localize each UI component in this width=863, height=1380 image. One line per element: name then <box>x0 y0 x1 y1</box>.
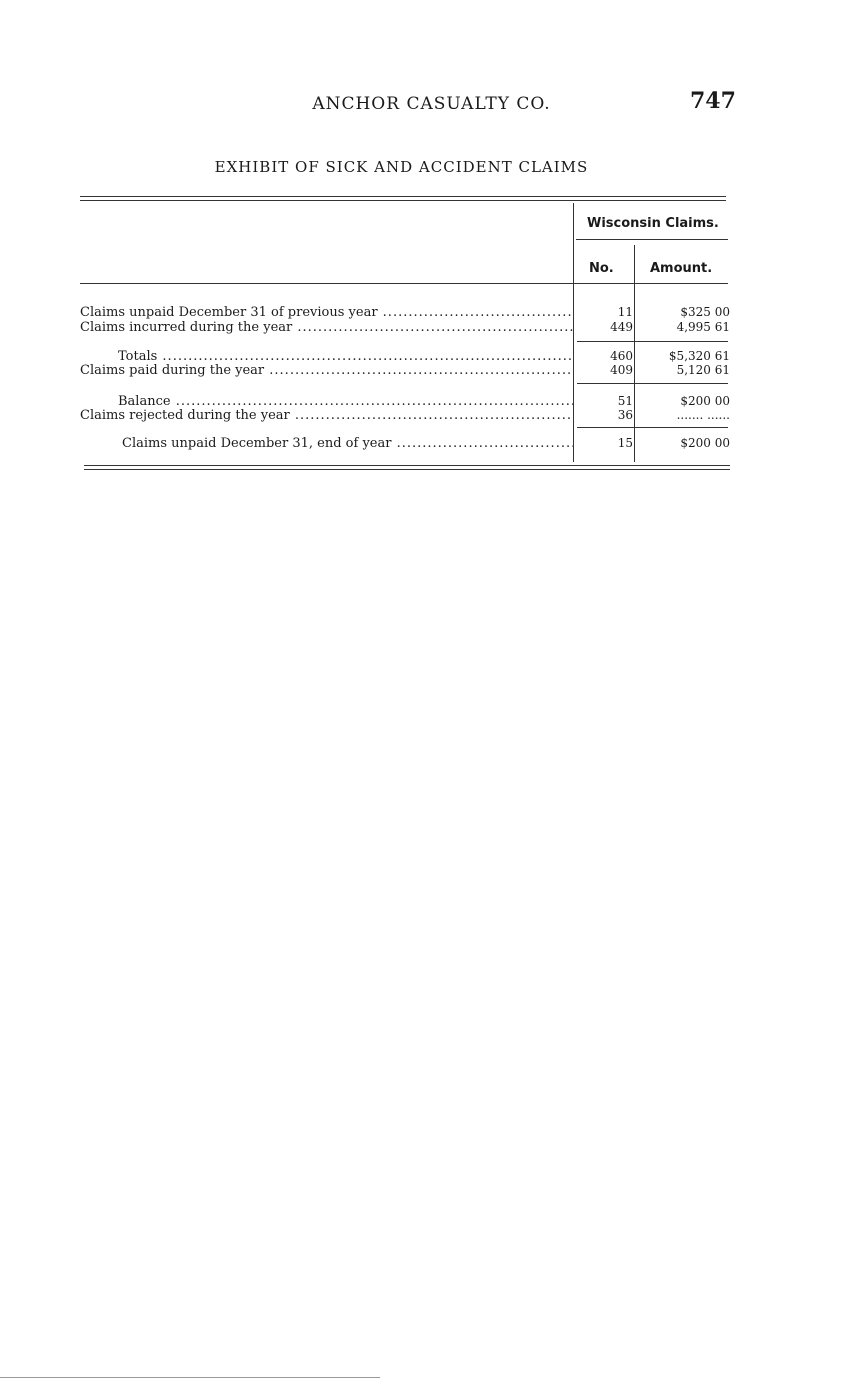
row-label: Claims paid during the year ..... <box>80 363 573 378</box>
table-top-rule <box>80 196 726 197</box>
table-row <box>80 436 730 451</box>
row-amount: 4,995 61 <box>676 320 730 334</box>
table-row <box>80 363 730 378</box>
table-top-rule-2 <box>80 200 726 201</box>
table-row <box>80 320 730 335</box>
row-no: 36 <box>617 408 633 422</box>
row-amount: $325 00 <box>680 305 730 319</box>
row-label: Totals ..... <box>80 349 573 364</box>
group-header-rule <box>576 239 728 240</box>
exhibit-title: EXHIBIT OF SICK AND ACCIDENT CLAIMS <box>214 158 589 176</box>
row-amount: $200 00 <box>680 394 730 408</box>
row-label: Balance ..... <box>80 394 573 409</box>
group-header-wisconsin: Wisconsin Claims. <box>587 216 719 231</box>
subtotal-rule <box>577 427 728 428</box>
subtotal-rule <box>577 341 728 342</box>
row-amount: 5,120 61 <box>676 363 730 377</box>
row-label: Claims incurred during the year ..... <box>80 320 573 335</box>
page-bottom-rule <box>0 1377 380 1378</box>
subtotal-rule <box>577 383 728 384</box>
table-row <box>80 394 730 409</box>
header-bottom-rule <box>80 283 728 284</box>
table-row <box>80 349 730 364</box>
table-bottom-rule-2 <box>84 469 730 470</box>
table-bottom-rule <box>84 465 730 466</box>
page-number: 747 <box>690 88 736 114</box>
column-header-no: No. <box>589 261 614 276</box>
column-header-amount: Amount. <box>650 261 713 276</box>
row-label: Claims rejected during the year ..... <box>80 408 573 423</box>
running-head: ANCHOR CASUALTY CO. <box>312 94 551 114</box>
row-amount: ....... ...... <box>676 408 730 422</box>
row-no: 51 <box>617 394 633 408</box>
table-row <box>80 408 730 423</box>
row-amount: $5,320 61 <box>668 349 730 363</box>
row-no: 449 <box>610 320 633 334</box>
row-no: 15 <box>617 436 633 450</box>
table-row <box>80 305 730 320</box>
row-label: Claims unpaid December 31 of previous year ..... <box>80 305 573 320</box>
row-label: Claims unpaid December 31, end of year ..... <box>80 436 573 451</box>
row-no: 409 <box>610 363 633 377</box>
row-amount: $200 00 <box>680 436 730 450</box>
row-no: 11 <box>617 305 633 319</box>
row-no: 460 <box>610 349 633 363</box>
